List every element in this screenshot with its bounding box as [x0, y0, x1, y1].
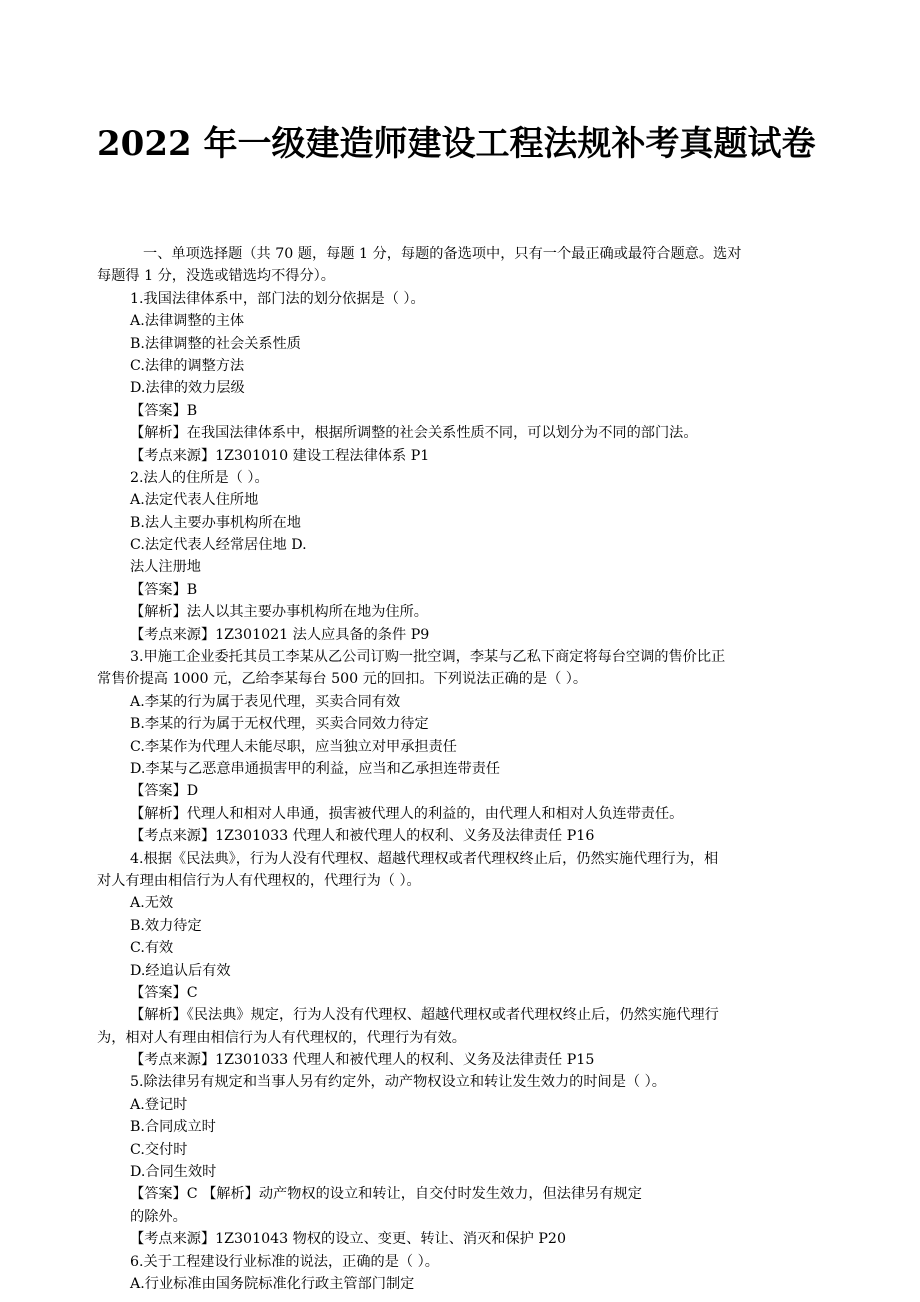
text-line: D.经追认后有效: [130, 962, 231, 979]
document-title: 2022 年一级建造师建设工程法规补考真题试卷: [97, 124, 816, 164]
text-line: D.李某与乙恶意串通损害甲的利益，应当和乙承担连带责任: [130, 760, 501, 777]
text-line: D.合同生效时: [130, 1164, 217, 1181]
text-line: 为，相对人有理由相信行为人有代理权的，代理行为有效。: [97, 1029, 466, 1046]
text-line: C.法定代表人经常居住地 D.: [130, 537, 307, 554]
text-line: 5.除法律另有规定和当事人另有约定外，动产物权设立和转让发生效力的时间是（ ）。: [130, 1074, 666, 1091]
text-line: C.李某作为代理人未能尽职，应当独立对甲承担责任: [130, 738, 457, 755]
text-line: 【解析】代理人和相对人串通，损害被代理人的利益的，由代理人和相对人负连带责任。: [130, 805, 684, 822]
text-line: B.法人主要办事机构所在地: [130, 514, 301, 531]
text-line: B.效力待定: [130, 917, 202, 934]
text-line: 的除外。: [130, 1208, 187, 1225]
text-line: 【解析】在我国法律体系中，根据所调整的社会关系性质不同，可以划分为不同的部门法。: [130, 425, 698, 442]
text-line: 3.甲施工企业委托其员工李某从乙公司订购一批空调，李某与乙私下商定将每台空调的售价比正: [130, 649, 726, 666]
text-line: 【解析】《民法典》规定，行为人没有代理权、超越代理权或者代理权终止后，仍然实施代理行: [130, 1007, 719, 1024]
text-line: 【答案】C: [130, 984, 198, 1001]
document-body: [97, 243, 813, 1295]
text-line: 【解析】法人以其主要办事机构所在地为住所。: [130, 604, 428, 621]
text-line: 法人注册地: [130, 559, 201, 576]
text-line: 【考点来源】1Z301043 物权的设立、变更、转让、消灭和保护 P20: [130, 1231, 566, 1248]
text-line: A.无效: [130, 895, 174, 912]
text-line: 常售价提高 1000 元，乙给李某每台 500 元的回扣。下列说法正确的是（ ）。: [97, 671, 588, 688]
text-line: 1.我国法律体系中，部门法的划分依据是（ ）。: [130, 290, 425, 307]
text-line: A.法定代表人住所地: [130, 492, 259, 509]
text-line: C.法律的调整方法: [130, 357, 245, 374]
text-line: 【答案】D: [130, 783, 199, 800]
text-line: 2.法人的住所是（ ）。: [130, 469, 269, 486]
text-line: 【答案】C 【解析】动产物权的设立和转让，自交付时发生效力，但法律另有规定: [130, 1186, 642, 1203]
text-line: 6.关于工程建设行业标准的说法，正确的是（ ）。: [130, 1253, 439, 1270]
text-line: B.法律调整的社会关系性质: [130, 335, 301, 352]
text-line: 每题得 1 分，没选或错选均不得分）。: [97, 268, 335, 285]
text-line: B.合同成立时: [130, 1119, 216, 1136]
text-line: 对人有理由相信行为人有代理权的，代理行为（ ）。: [97, 872, 421, 889]
text-line: 【考点来源】1Z301033 代理人和被代理人的权利、义务及法律责任 P16: [130, 828, 595, 845]
text-line: 【考点来源】1Z301021 法人应具备的条件 P9: [130, 626, 430, 643]
text-line: D.法律的效力层级: [130, 380, 245, 397]
text-line: 【考点来源】1Z301010 建设工程法律体系 P1: [130, 447, 430, 464]
text-line: C.有效: [130, 940, 174, 957]
text-line: A.行业标准由国务院标准化行政主管部门制定: [130, 1275, 415, 1292]
text-line: A.法律调整的主体: [130, 313, 245, 330]
text-line: 一、单项选择题（共 70 题，每题 1 分，每题的备选项中，只有一个最正确或最符合题意。选对: [143, 246, 742, 262]
text-line: C.交付时: [130, 1141, 188, 1158]
text-line: A.登记时: [130, 1096, 188, 1113]
text-line: 【考点来源】1Z301033 代理人和被代理人的权利、义务及法律责任 P15: [130, 1052, 595, 1069]
text-line: 【答案】B: [130, 581, 198, 598]
text-line: A.李某的行为属于表见代理，买卖合同有效: [130, 693, 401, 710]
text-line: 【答案】B: [130, 402, 198, 419]
text-line: 4.根据《民法典》，行为人没有代理权、超越代理权或者代理权终止后，仍然实施代理行为，相: [130, 850, 719, 867]
text-line: B.李某的行为属于无权代理，买卖合同效力待定: [130, 716, 429, 733]
